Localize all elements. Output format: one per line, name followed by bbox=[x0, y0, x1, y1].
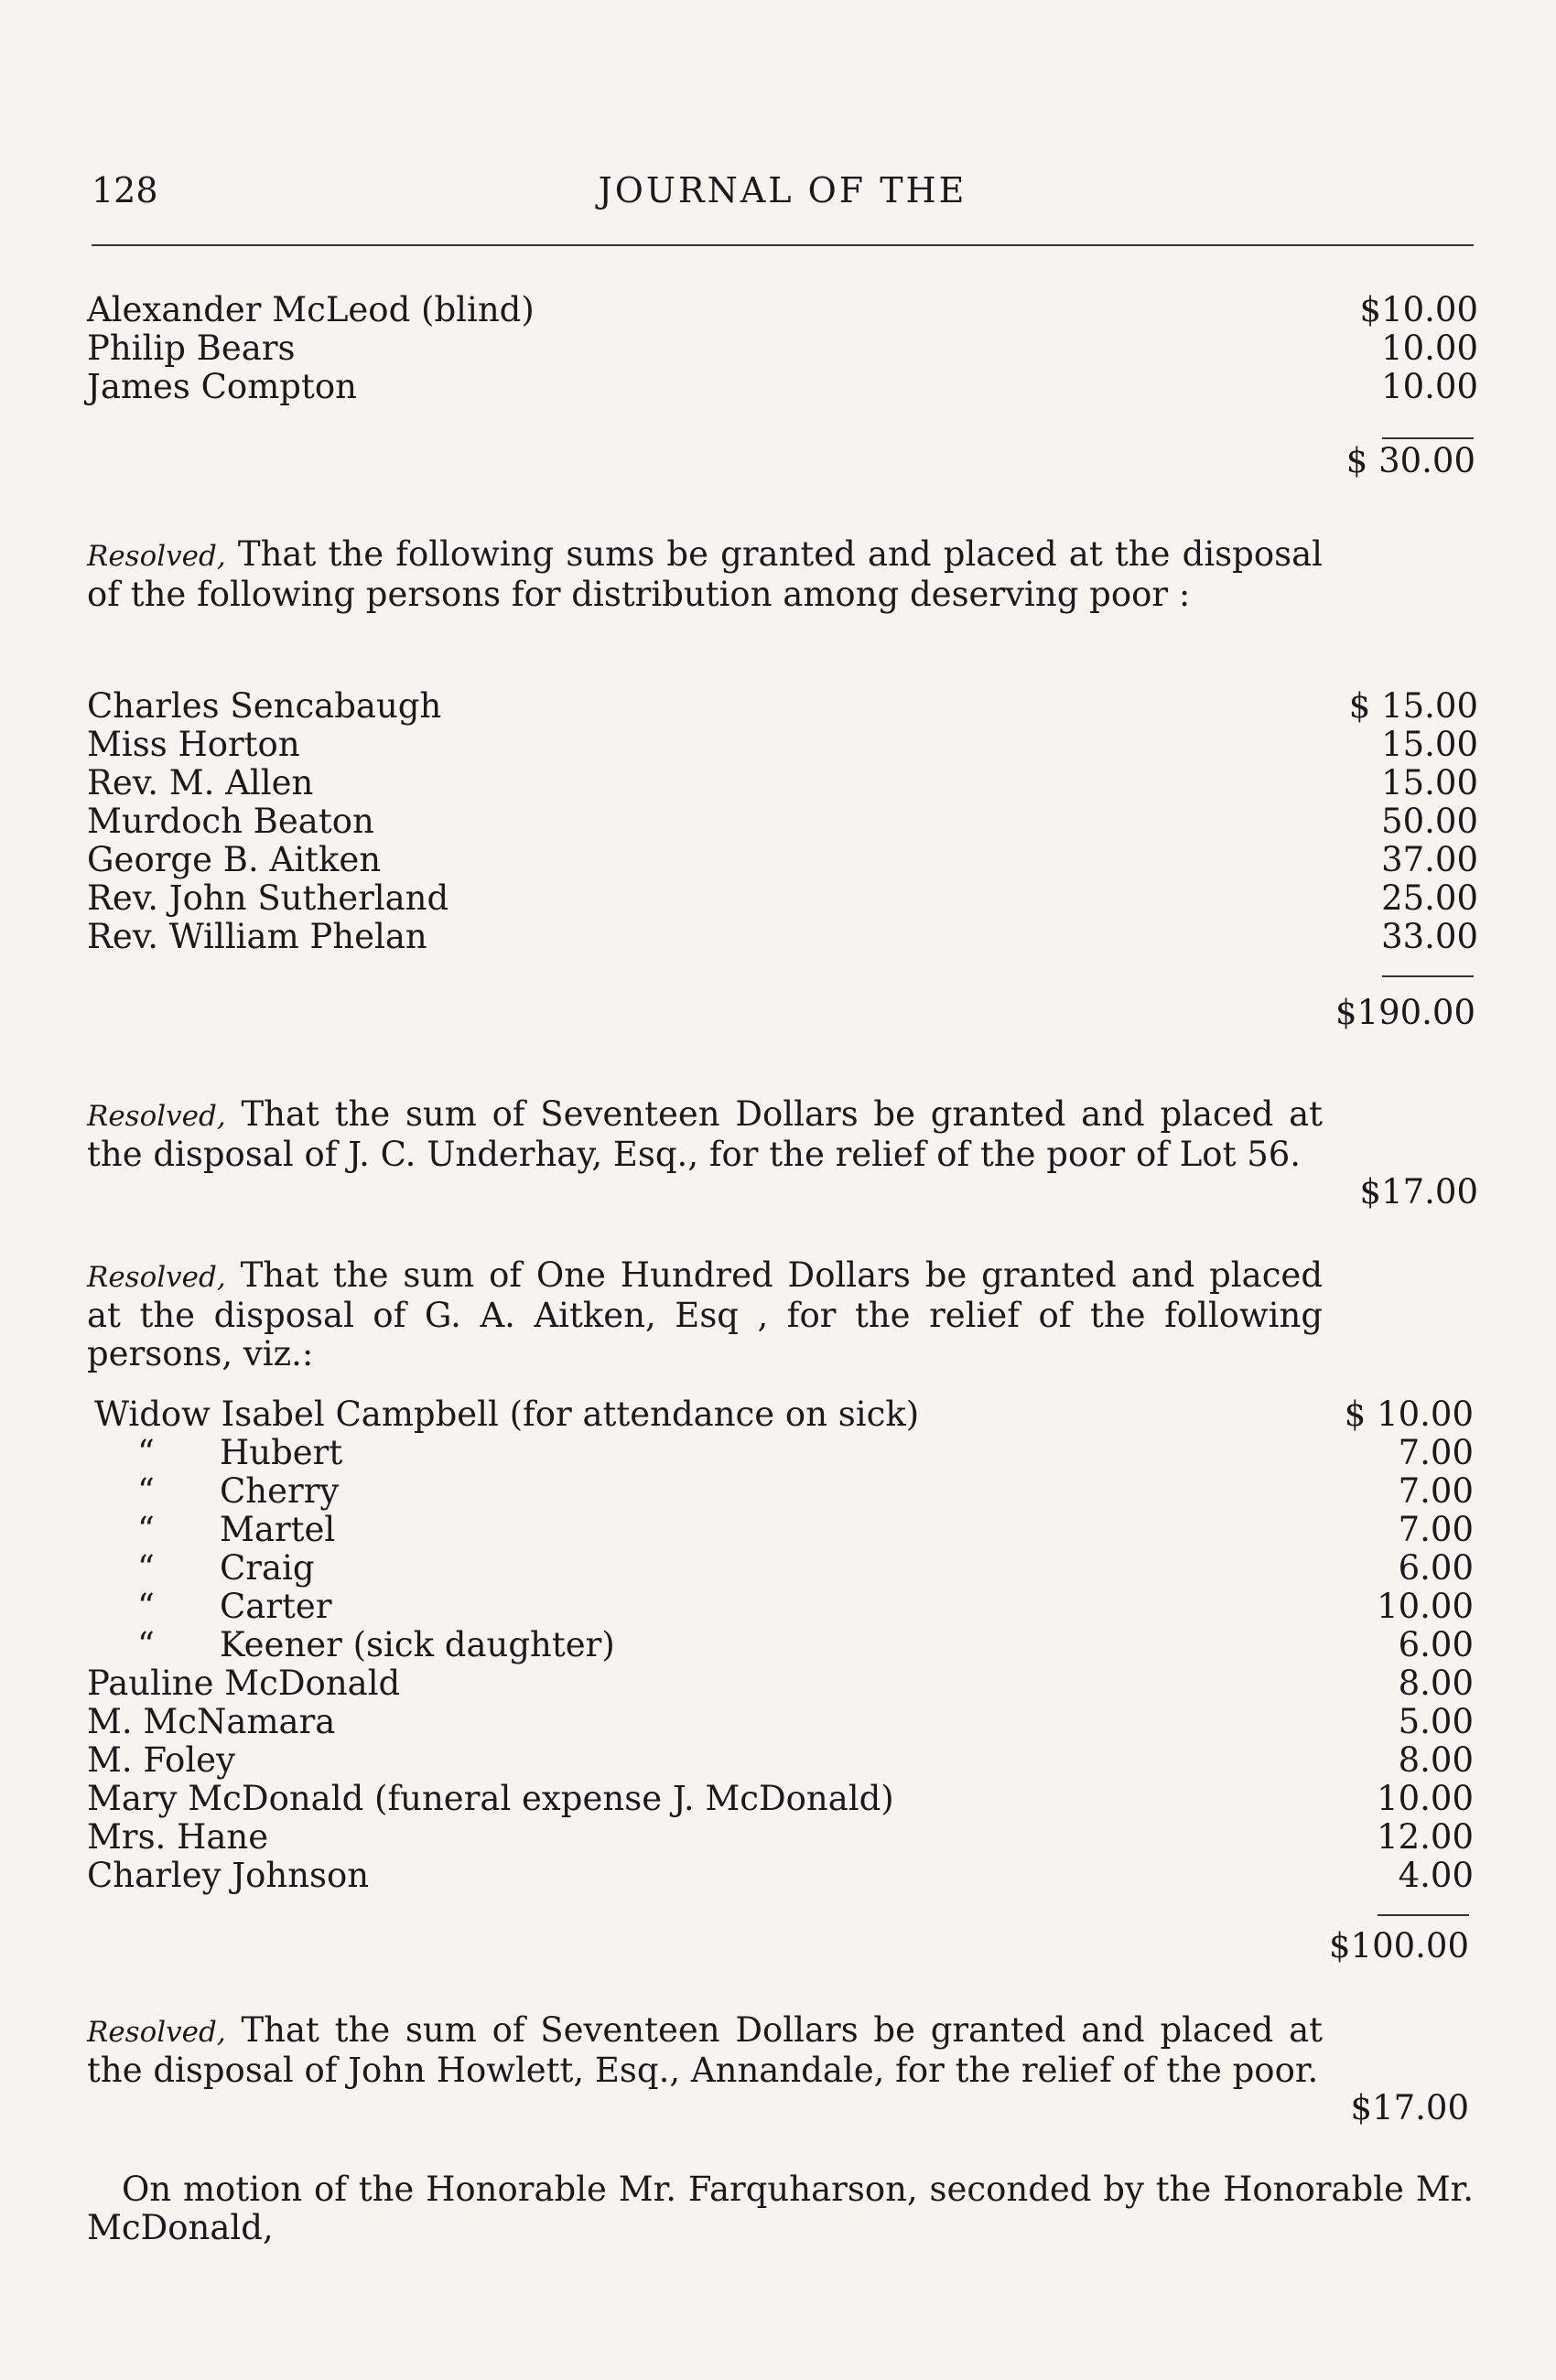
list-item bbox=[87, 1511, 1474, 1549]
grant-amount: 6.00 bbox=[1398, 1548, 1474, 1588]
running-head: JOURNAL OF THE bbox=[598, 170, 967, 210]
list-item bbox=[87, 1741, 1474, 1780]
page-header bbox=[92, 170, 1474, 216]
list-item bbox=[87, 1626, 1474, 1664]
resolution-paragraph bbox=[87, 2011, 1323, 2090]
list-item bbox=[87, 726, 1478, 764]
recipient-name: Keener (sick daughter) bbox=[220, 1625, 615, 1664]
resolved-lead: Resolved, bbox=[87, 1100, 226, 1133]
list-item bbox=[87, 1472, 1474, 1511]
resolution-paragraph bbox=[87, 1095, 1323, 1174]
ditto-mark: “ bbox=[137, 1587, 155, 1626]
list-item bbox=[87, 1588, 1474, 1626]
list-item bbox=[87, 329, 1478, 368]
recipient-name: Charley Johnson bbox=[87, 1856, 370, 1895]
recipient-name: Widow Isabel Campbell (for attendance on sick) bbox=[94, 1395, 920, 1434]
page-number: 128 bbox=[92, 170, 158, 210]
recipient-name: Alexander McLeod (blind) bbox=[87, 290, 535, 329]
ditto-mark: “ bbox=[137, 1510, 155, 1549]
ditto-mark: “ bbox=[137, 1433, 155, 1472]
recipient-name: M. McNamara bbox=[87, 1702, 336, 1741]
list-1-total: $ 30.00 bbox=[1345, 441, 1475, 480]
list-item bbox=[87, 764, 1478, 802]
recipient-name: Mary McDonald (funeral expense J. McDonald) bbox=[87, 1779, 894, 1818]
grant-list-3 bbox=[87, 1395, 1474, 1895]
ditto-mark: “ bbox=[137, 1548, 155, 1588]
grant-amount: 4.00 bbox=[1398, 1856, 1474, 1895]
list-item bbox=[87, 1434, 1474, 1472]
grant-amount: 7.00 bbox=[1398, 1433, 1474, 1472]
list-item bbox=[87, 1703, 1474, 1741]
recipient-name: Rev. William Phelan bbox=[87, 917, 427, 956]
list-item bbox=[87, 291, 1478, 329]
resolved-lead: Resolved, bbox=[87, 540, 226, 573]
grant-amount: 33.00 bbox=[1381, 917, 1478, 956]
list-item bbox=[87, 687, 1478, 726]
resolution-amount: $17.00 bbox=[1350, 2088, 1469, 2127]
grant-amount: 12.00 bbox=[1377, 1817, 1474, 1857]
list-item bbox=[87, 368, 1478, 406]
recipient-name: Cherry bbox=[220, 1471, 340, 1511]
recipient-name: Rev. M. Allen bbox=[87, 763, 314, 802]
grant-amount: 10.00 bbox=[1381, 328, 1478, 368]
list-item bbox=[87, 1549, 1474, 1588]
total-rule bbox=[1382, 437, 1474, 439]
recipient-name: Hubert bbox=[220, 1433, 343, 1472]
list-item bbox=[87, 802, 1478, 841]
resolution-amount: $17.00 bbox=[1359, 1172, 1478, 1212]
grant-amount: 10.00 bbox=[1377, 1779, 1474, 1818]
resolution-text: That the sum of Seventeen Dollars be granted and placed at the disposal of J. C. Underhay, Esq., for the relief of the poor of Lot 56. bbox=[87, 1094, 1323, 1174]
resolved-lead: Resolved, bbox=[87, 1261, 226, 1294]
grant-amount: 7.00 bbox=[1398, 1471, 1474, 1511]
recipient-name: Philip Bears bbox=[87, 328, 296, 368]
list-item bbox=[87, 1818, 1474, 1857]
resolution-paragraph bbox=[87, 535, 1323, 614]
motion-paragraph: On motion of the Honorable Mr. Farquharson, seconded by the Honorable Mr. McDonald, bbox=[87, 2170, 1474, 2247]
list-2-total: $190.00 bbox=[1334, 993, 1475, 1032]
recipient-name: Pauline McDonald bbox=[87, 1664, 401, 1703]
grant-amount: 15.00 bbox=[1381, 763, 1478, 802]
recipient-name: Rev. John Sutherland bbox=[87, 878, 449, 918]
ditto-mark: “ bbox=[137, 1471, 155, 1511]
list-3-total: $100.00 bbox=[1328, 1926, 1469, 1965]
grant-amount: 50.00 bbox=[1381, 802, 1478, 841]
resolution-paragraph bbox=[87, 1256, 1323, 1373]
grant-amount: 37.00 bbox=[1381, 840, 1478, 879]
grant-amount: 10.00 bbox=[1377, 1587, 1474, 1626]
recipient-name: Craig bbox=[220, 1548, 315, 1588]
recipient-name: M. Foley bbox=[87, 1740, 235, 1780]
grant-amount: $ 15.00 bbox=[1348, 686, 1478, 726]
recipient-name: Miss Horton bbox=[87, 725, 300, 764]
recipient-name: James Compton bbox=[87, 367, 357, 406]
resolution-text: That the sum of One Hundred Dollars be granted and placed at the disposal of G. A. Aitken, Esq , for the relief of the following persons, viz.: bbox=[87, 1255, 1324, 1373]
recipient-name: Martel bbox=[220, 1510, 336, 1549]
grant-amount: 25.00 bbox=[1381, 878, 1478, 918]
grant-amount: 7.00 bbox=[1398, 1510, 1474, 1549]
ditto-mark: “ bbox=[137, 1625, 155, 1664]
resolution-text: That the sum of Seventeen Dollars be granted and placed at the disposal of John Howlett, Esq., Annandale, for the relief of the poor. bbox=[87, 2010, 1323, 2090]
recipient-name: Murdoch Beaton bbox=[87, 802, 374, 841]
grant-amount: $ 10.00 bbox=[1344, 1395, 1474, 1434]
list-item bbox=[87, 1664, 1474, 1703]
total-rule bbox=[1382, 975, 1474, 977]
list-item bbox=[87, 879, 1478, 918]
list-item bbox=[87, 841, 1478, 879]
grant-amount: 8.00 bbox=[1398, 1740, 1474, 1780]
grant-list-2 bbox=[87, 687, 1478, 956]
resolution-text: That the following sums be granted and placed at the disposal of the following persons for distribution among deserving poor : bbox=[87, 534, 1323, 614]
recipient-name: Mrs. Hane bbox=[87, 1817, 269, 1857]
grant-amount: 15.00 bbox=[1381, 725, 1478, 764]
list-item bbox=[87, 1395, 1474, 1434]
grant-amount: $10.00 bbox=[1359, 290, 1478, 329]
grant-amount: 6.00 bbox=[1398, 1625, 1474, 1664]
grant-amount: 10.00 bbox=[1381, 367, 1478, 406]
list-item bbox=[87, 1780, 1474, 1818]
recipient-name: Carter bbox=[220, 1587, 332, 1626]
recipient-name: Charles Sencabaugh bbox=[87, 686, 442, 726]
recipient-name: George B. Aitken bbox=[87, 840, 382, 879]
resolved-lead: Resolved, bbox=[87, 2016, 226, 2049]
list-item bbox=[87, 1857, 1474, 1895]
header-rule bbox=[92, 244, 1474, 246]
grant-list-1 bbox=[87, 291, 1478, 406]
grant-amount: 5.00 bbox=[1398, 1702, 1474, 1741]
total-rule bbox=[1378, 1914, 1469, 1916]
grant-amount: 8.00 bbox=[1398, 1664, 1474, 1703]
list-item bbox=[87, 918, 1478, 956]
